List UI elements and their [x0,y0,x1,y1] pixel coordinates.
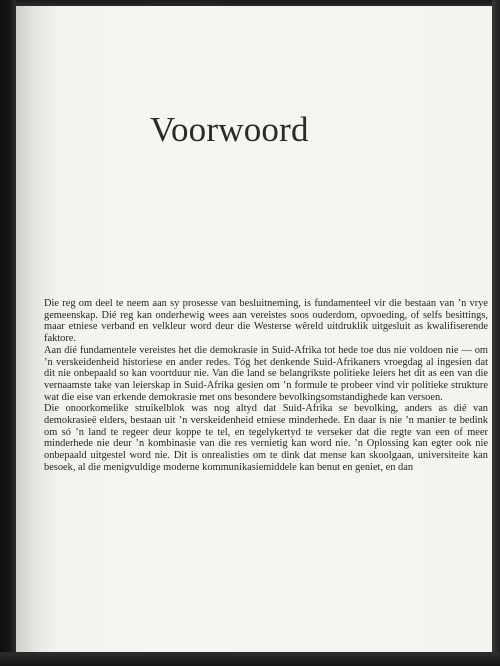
paragraph-3: Die onoorkomelike struikelblok was nog altyd dat Suid-Afrika se bevolking, anders as dié van demokrasieë elders, bestaan uit ’n verskeidenheid etniese minderhede. En daar is nie ’n manier te bedink om só ’n land te regeer deur koppe te tel, en tegelykertyd te verseker dat die regte van een of meer minderhede nie deur ’n kombinasie van die res vernietig kan word nie. ’n Oplossing kan egter ook nie onbepaald uitgestel word nie. Dit is onrealisties om te dink dat mense kan skoolgaan, universiteite kan besoek, al die menigvuldige moderne kommunikasiemiddele kan benut en geniet, en dan [44,403,488,473]
page-title: Voorwoord [150,110,309,149]
foreword-body [44,298,488,474]
scan-edge-left [0,0,16,666]
scan-edge-bottom [0,652,500,666]
scan-edge-right [492,0,500,666]
paragraph-2: Aan dié fundamentele vereistes het die demokrasie in Suid-Afrika tot hede toe dus nie voldoen nie — om ’n verskeidenheid historiese en ander redes. Tóg het denkende Suid-Afrikaners vroegdag al ingesien dat dit nie onbepaald so kan voortduur nie. Van die land se belangrikste politieke leiers het dit as een van die vernaamste take van leierskap in Suid-Afrika gesien om ’n formule te probeer vind vir politieke strukture wat die eise van erkende demokrasie met ons besondere bevolkingsomstandighede kan versoen. [44,344,488,403]
book-page [16,6,492,652]
paragraph-1: Die reg om deel te neem aan sy prosesse van besluitneming, is fundamenteel vir die bestaan van ’n vrye gemeenskap. Dié reg kan onderhewig wees aan vereistes soos ouderdom, opvoeding, of selfs besittings, maar etniese verband en velkleur word deur die Westerse wêreld uitdruklik uitgesluit as kwalifiserende faktore. [44,298,488,345]
